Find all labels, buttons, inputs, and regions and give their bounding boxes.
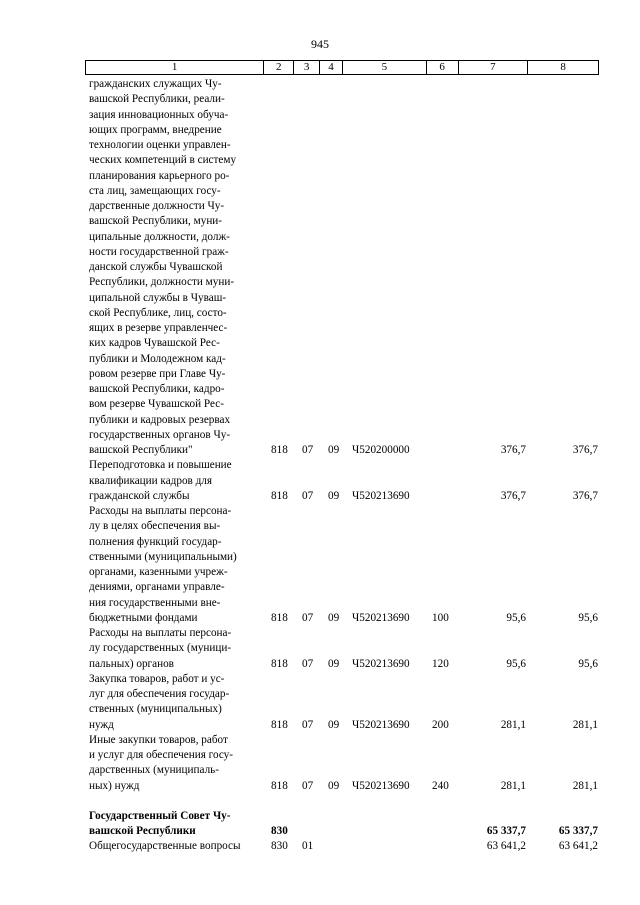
table-row <box>0 458 640 504</box>
description-line: квалификации кадров для <box>89 474 213 487</box>
description-line: ния государственными вне- <box>89 596 221 609</box>
description-line: технологии оценки управлен- <box>89 139 231 151</box>
row-description <box>89 504 260 626</box>
description-line: и услуг для обеспечения госу- <box>89 749 233 761</box>
expense-type-code: 200 <box>432 718 449 731</box>
amount-col-7: 376,7 <box>500 444 526 456</box>
description-line: гражданской службы <box>89 489 190 502</box>
description-line: дарственные должности Чу- <box>89 200 225 212</box>
amount-col-8: 95,6 <box>578 657 598 670</box>
target-article-code: Ч520213690 <box>352 611 410 624</box>
description-line: Республики, должности муни- <box>89 276 235 289</box>
description-line: вашской Республики, муни- <box>89 215 223 228</box>
header-col-1: 1 <box>86 61 264 74</box>
subsection-code: 09 <box>328 444 340 456</box>
subsection-code: 09 <box>328 779 340 792</box>
row-description <box>89 809 260 840</box>
description-line: полнения функций государ- <box>89 535 222 548</box>
ministry-code: 818 <box>271 444 288 456</box>
target-article-code: Ч520213690 <box>352 718 410 731</box>
table-row <box>0 672 640 733</box>
description-line: публики и Молодежном кад- <box>89 352 226 365</box>
section-code: 07 <box>302 657 314 670</box>
header-col-5: 5 <box>343 61 427 74</box>
section-code: 01 <box>302 840 314 853</box>
description-line: данской службы Чувашской <box>89 261 223 273</box>
description-line: ческих компетенций в систему <box>89 154 237 167</box>
header-col-4: 4 <box>320 61 343 74</box>
ministry-code: 818 <box>271 611 288 624</box>
description-line: дениями, органами управле- <box>89 581 225 594</box>
subsection-code: 09 <box>328 718 340 731</box>
section-code: 07 <box>302 489 314 502</box>
amount-col-8: 63 641,2 <box>558 840 598 853</box>
description-line: ющих программ, внедрение <box>89 123 222 136</box>
table-header-row <box>85 60 599 75</box>
amount-col-7: 95,6 <box>506 611 526 624</box>
table-row <box>0 809 640 840</box>
section-code: 07 <box>302 444 314 456</box>
expense-type-code: 100 <box>432 611 449 624</box>
row-spacer <box>0 794 640 809</box>
target-article-code: Ч520200000 <box>352 444 410 456</box>
row-description <box>89 839 260 854</box>
description-line: вашской Республики, кадро- <box>89 383 225 395</box>
description-line: нужд <box>89 718 114 731</box>
description-line: Государственный Совет Чу- <box>89 809 231 822</box>
target-article-code: Ч520213690 <box>352 657 410 670</box>
table-row <box>0 504 640 626</box>
section-code: 07 <box>302 611 314 624</box>
description-line: ных) нужд <box>89 779 140 792</box>
description-line: ственных (муниципальных) <box>89 703 222 716</box>
table-row <box>0 733 640 794</box>
amount-col-8: 376,7 <box>572 444 598 456</box>
ministry-code: 818 <box>271 489 288 502</box>
description-line: государственных органов Чу- <box>89 428 231 441</box>
subsection-code: 09 <box>328 489 340 502</box>
section-code: 07 <box>302 718 314 731</box>
ministry-code: 818 <box>271 779 288 792</box>
header-col-6: 6 <box>427 61 459 74</box>
table-row <box>0 839 640 854</box>
description-line: ципальной службы в Чуваш- <box>89 291 227 304</box>
row-description <box>89 458 260 504</box>
subsection-code: 09 <box>328 657 340 670</box>
description-line: вашской Республики <box>89 825 196 837</box>
header-col-3: 3 <box>294 61 320 74</box>
description-line: Расходы на выплаты персона- <box>89 505 232 517</box>
subsection-code: 09 <box>328 611 340 624</box>
description-line: ста лиц, замещающих госу- <box>89 184 221 197</box>
section-code: 07 <box>302 779 314 792</box>
ministry-code: 818 <box>271 718 288 731</box>
ministry-code: 830 <box>271 840 288 853</box>
ministry-code: 818 <box>271 657 288 670</box>
amount-col-8: 376,7 <box>572 489 598 502</box>
description-line: Закупка товаров, работ и ус- <box>89 672 225 685</box>
description-line: ких кадров Чувашской Рес- <box>89 337 220 350</box>
header-col-8: 8 <box>560 61 566 73</box>
expense-type-code: 240 <box>432 779 449 792</box>
description-line: Общегосударственные вопросы <box>89 840 241 853</box>
amount-col-8: 65 337,7 <box>558 825 598 837</box>
amount-col-8: 281,1 <box>572 779 598 792</box>
target-article-code: Ч520213690 <box>352 779 410 792</box>
description-line: Иные закупки товаров, работ <box>89 733 228 746</box>
header-col-2: 2 <box>264 61 294 74</box>
description-line: лу государственных (муници- <box>89 642 232 655</box>
ministry-code: 830 <box>271 825 288 837</box>
table-body <box>0 77 640 855</box>
amount-col-7: 95,6 <box>506 657 526 670</box>
header-col-7: 7 <box>459 61 529 74</box>
description-line: Расходы на выплаты персона- <box>89 627 232 639</box>
description-line: ципальные должности, долж- <box>89 230 230 243</box>
description-line: вашской Республики, реали- <box>89 93 225 106</box>
page-number: 945 <box>311 37 329 51</box>
amount-col-7: 65 337,7 <box>486 825 526 837</box>
description-line: ности государственной граж- <box>89 245 229 258</box>
amount-col-8: 281,1 <box>572 718 598 731</box>
row-description <box>89 77 260 458</box>
target-article-code: Ч520213690 <box>352 489 410 502</box>
table-row <box>0 77 640 458</box>
description-line: ровом резерве при Главе Чу- <box>89 367 226 380</box>
table-row <box>0 626 640 672</box>
description-line: лу в целях обеспечения вы- <box>89 520 221 533</box>
expense-type-code: 120 <box>432 657 449 670</box>
row-description <box>89 626 260 672</box>
description-line: гражданских служащих Чу- <box>89 78 222 90</box>
description-line: вом резерве Чувашской Рес- <box>89 398 224 411</box>
description-line: вашской Республики" <box>89 444 193 456</box>
description-line: Переподготовка и повышение <box>89 459 232 472</box>
row-description <box>89 733 260 794</box>
description-line: ской Республике, лиц, состо- <box>89 306 227 319</box>
description-line: луг для обеспечения государ- <box>89 688 230 700</box>
description-line: дарственных (муниципаль- <box>89 764 219 777</box>
description-line: зация инновационных обуча- <box>89 108 229 121</box>
amount-col-7: 281,1 <box>500 779 526 792</box>
description-line: публики и кадровых резервах <box>89 413 231 426</box>
description-line: бюджетными фондами <box>89 611 198 624</box>
amount-col-7: 376,7 <box>500 489 526 502</box>
amount-col-7: 281,1 <box>500 718 526 731</box>
description-line: планирования карьерного ро- <box>89 169 230 182</box>
description-line: ственными (муниципальными) <box>89 550 237 563</box>
row-description <box>89 672 260 733</box>
amount-col-7: 63 641,2 <box>486 840 526 853</box>
amount-col-8: 95,6 <box>578 611 598 624</box>
description-line: ящих в резерве управленчес- <box>89 322 228 334</box>
description-line: органами, казенными учреж- <box>89 566 228 578</box>
description-line: пальных) органов <box>89 657 174 670</box>
